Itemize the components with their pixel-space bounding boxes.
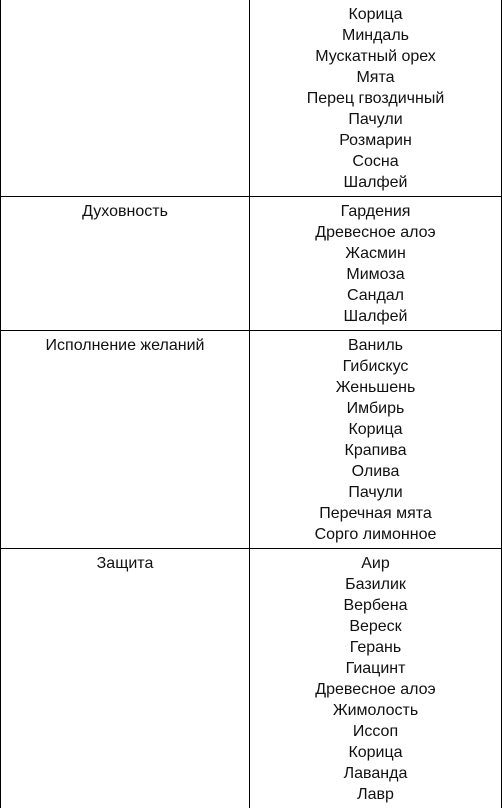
category-cell bbox=[1, 549, 250, 809]
list-item: Древесное алоэ bbox=[315, 681, 436, 698]
list-item: Розмарин bbox=[339, 132, 412, 149]
table-row bbox=[1, 331, 502, 549]
list-item: Женьшень bbox=[335, 379, 416, 396]
list-item: Мимоза bbox=[346, 266, 405, 283]
list-item: Сосна bbox=[352, 153, 399, 170]
category-label: Исполнение желаний bbox=[45, 337, 205, 354]
list-item: Миндаль bbox=[341, 27, 409, 44]
list-item: Мята bbox=[356, 69, 395, 86]
list-item: Корица bbox=[348, 421, 403, 438]
items-cell bbox=[250, 331, 502, 549]
list-item: Имбирь bbox=[346, 400, 405, 417]
list-item: Иссоп bbox=[352, 723, 399, 740]
list-item: Жимолость bbox=[332, 702, 419, 719]
list-item: Шалфей bbox=[343, 308, 408, 325]
list-item: Пачули bbox=[348, 484, 403, 501]
list-item: Мускатный орех bbox=[315, 48, 436, 65]
items-cell bbox=[250, 197, 502, 331]
list-item: Базилик bbox=[345, 576, 406, 593]
list-item: Лаванда bbox=[343, 765, 408, 782]
list-item: Перец гвоздичный bbox=[306, 90, 445, 107]
table-row bbox=[1, 197, 502, 331]
list-item: Сандал bbox=[346, 287, 405, 304]
list-item: Вербена bbox=[343, 597, 408, 614]
list-item: Ваниль bbox=[347, 337, 403, 354]
list-item: Гибискус bbox=[342, 358, 409, 375]
table-row bbox=[1, 0, 502, 197]
items-cell bbox=[250, 549, 502, 809]
list-item: Жасмин bbox=[345, 245, 406, 262]
list-item: Пачули bbox=[348, 111, 403, 128]
list-item: Гардения bbox=[340, 203, 411, 220]
list-item: Лавр bbox=[357, 786, 394, 803]
list-item: Перечная мята bbox=[319, 505, 432, 522]
list-item: Герань bbox=[349, 639, 402, 656]
category-cell bbox=[1, 197, 250, 331]
category-cell bbox=[1, 0, 250, 197]
list-item: Сорго лимонное bbox=[314, 526, 437, 543]
list-item: Корица bbox=[348, 744, 403, 761]
list-item: Гиацинт bbox=[345, 660, 406, 677]
list-item: Аир bbox=[361, 555, 390, 572]
table-body bbox=[1, 0, 502, 808]
items-cell bbox=[250, 0, 502, 197]
list-item: Крапива bbox=[344, 442, 407, 459]
list-item: Шалфей bbox=[343, 174, 408, 191]
list-item: Вереск bbox=[349, 618, 402, 635]
table-row bbox=[1, 549, 502, 809]
category-label: Защита bbox=[96, 555, 154, 572]
list-item: Олива bbox=[351, 463, 400, 480]
list-item: Корица bbox=[348, 6, 403, 23]
category-label: Духовность bbox=[82, 203, 168, 220]
list-item: Древесное алоэ bbox=[315, 224, 436, 241]
category-cell bbox=[1, 331, 250, 549]
